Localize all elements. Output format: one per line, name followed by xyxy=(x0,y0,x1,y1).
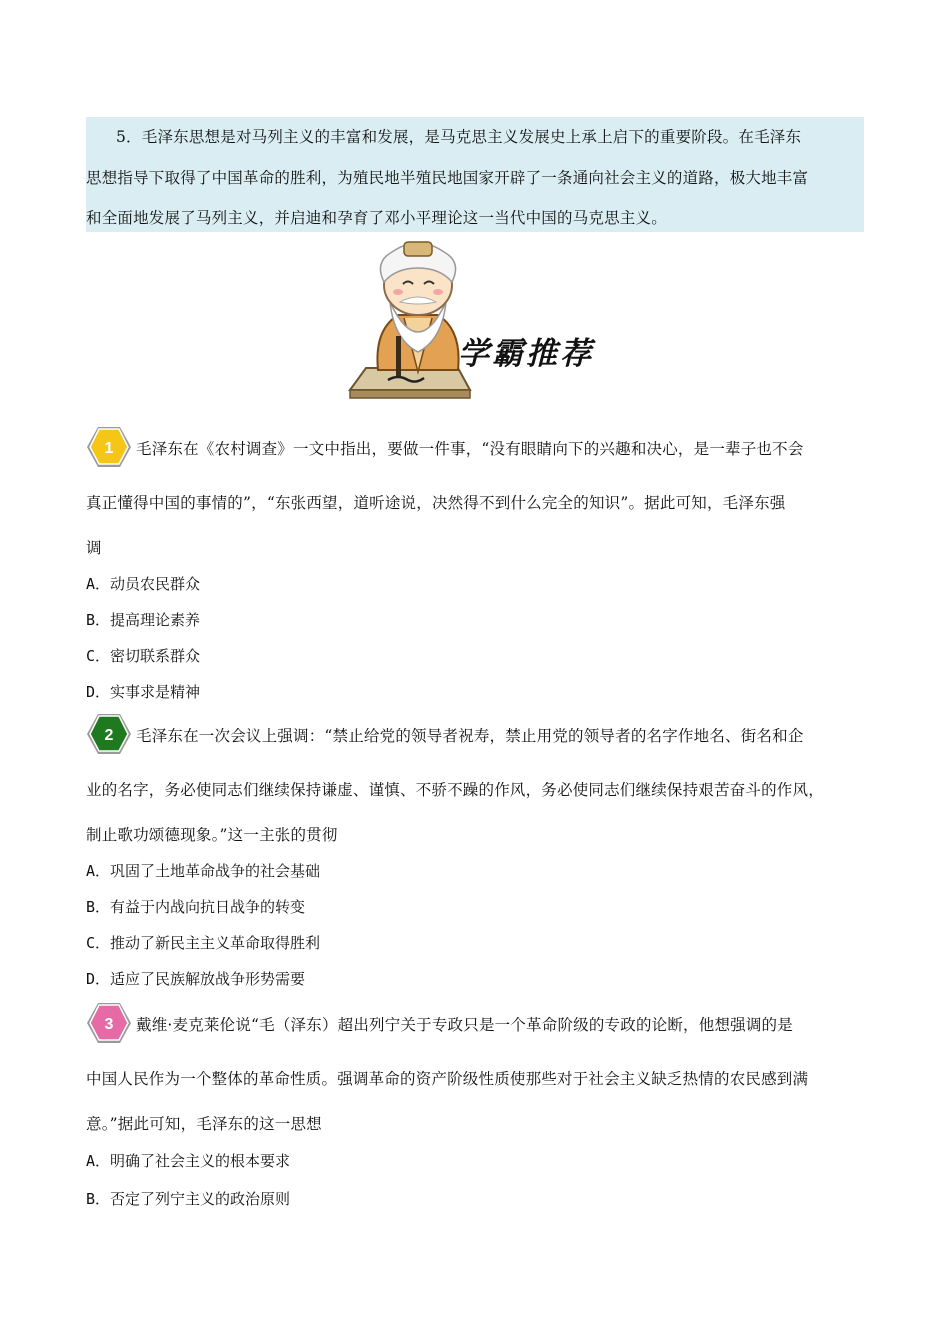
stem-line: 中国人民作为一个整体的革命性质。强调革命的资产阶级性质使那些对于社会主义缺乏热情的农民感到满 xyxy=(86,1070,809,1088)
option-d[interactable]: D．实事求是精神 xyxy=(86,683,201,701)
question-stem xyxy=(86,709,876,853)
question-3 xyxy=(86,998,876,1218)
option-b[interactable]: B．提高理论素养 xyxy=(86,611,201,629)
scholar-illustration xyxy=(348,240,608,405)
stem-line: 制止歌功颂德现象。”这一主张的贯彻 xyxy=(86,826,338,844)
number-badge-icon xyxy=(86,711,132,757)
option-d[interactable]: D．适应了民族解放战争形势需要 xyxy=(86,970,306,988)
badge-number: 2 xyxy=(104,727,114,744)
option-c[interactable]: C．推动了新民主主义革命取得胜利 xyxy=(86,934,321,952)
stem-line: 毛泽东在《农村调查》一文中指出，要做一件事，“没有眼睛向下的兴趣和决心，是一辈子也不会 xyxy=(136,440,804,458)
option-c[interactable]: C．密切联系群众 xyxy=(86,647,201,665)
badge-number: 1 xyxy=(104,440,114,457)
stem-line: 意。”据此可知，毛泽东的这一思想 xyxy=(86,1115,322,1133)
summary-line: 5．毛泽东思想是对马列主义的丰富和发展，是马克思主义发展史上承上启下的重要阶段。在毛泽东 xyxy=(116,128,802,146)
number-badge-icon xyxy=(86,424,132,470)
question-stem xyxy=(86,422,876,566)
option-b[interactable]: B．否定了列宁主义的政治原则 xyxy=(86,1190,291,1208)
option-a[interactable]: A．巩固了土地革命战争的社会基础 xyxy=(86,862,321,880)
stem-line: 真正懂得中国的事情的”，“东张西望，道听途说，决然得不到什么完全的知识”。据此可知，毛泽东强 xyxy=(86,494,786,512)
question-stem xyxy=(86,998,876,1142)
summary-line: 和全面地发展了马列主义，并启迪和孕育了邓小平理论这一当代中国的马克思主义。 xyxy=(86,209,667,227)
option-a[interactable]: A．明确了社会主义的根本要求 xyxy=(86,1152,291,1170)
question-2 xyxy=(86,709,876,997)
summary-box xyxy=(86,117,864,232)
summary-line: 思想指导下取得了中国革命的胜利，为殖民地半殖民地国家开辟了一条通向社会主义的道路，极大地丰富 xyxy=(86,168,809,187)
stem-line: 业的名字，务必使同志们继续保持谦虚、谨慎、不骄不躁的作风，务必使同志们继续保持艰苦奋斗的作风， xyxy=(86,781,824,799)
option-a[interactable]: A．动员农民群众 xyxy=(86,575,201,593)
option-b[interactable]: B．有益于内战向抗日战争的转变 xyxy=(86,898,306,916)
number-badge-icon xyxy=(86,1000,132,1046)
stem-line: 调 xyxy=(86,539,102,557)
badge-number: 3 xyxy=(104,1016,114,1033)
stem-line: 戴维·麦克莱伦说“毛（泽东）超出列宁关于专政只是一个革命阶级的专政的论断，他想强调的是 xyxy=(136,1016,793,1034)
banner-title: 学霸推荐 xyxy=(458,336,594,372)
stem-line: 毛泽东在一次会议上强调：“禁止给党的领导者祝寿，禁止用党的领导者的名字作地名、街名和企 xyxy=(136,727,804,745)
question-1 xyxy=(86,422,876,710)
